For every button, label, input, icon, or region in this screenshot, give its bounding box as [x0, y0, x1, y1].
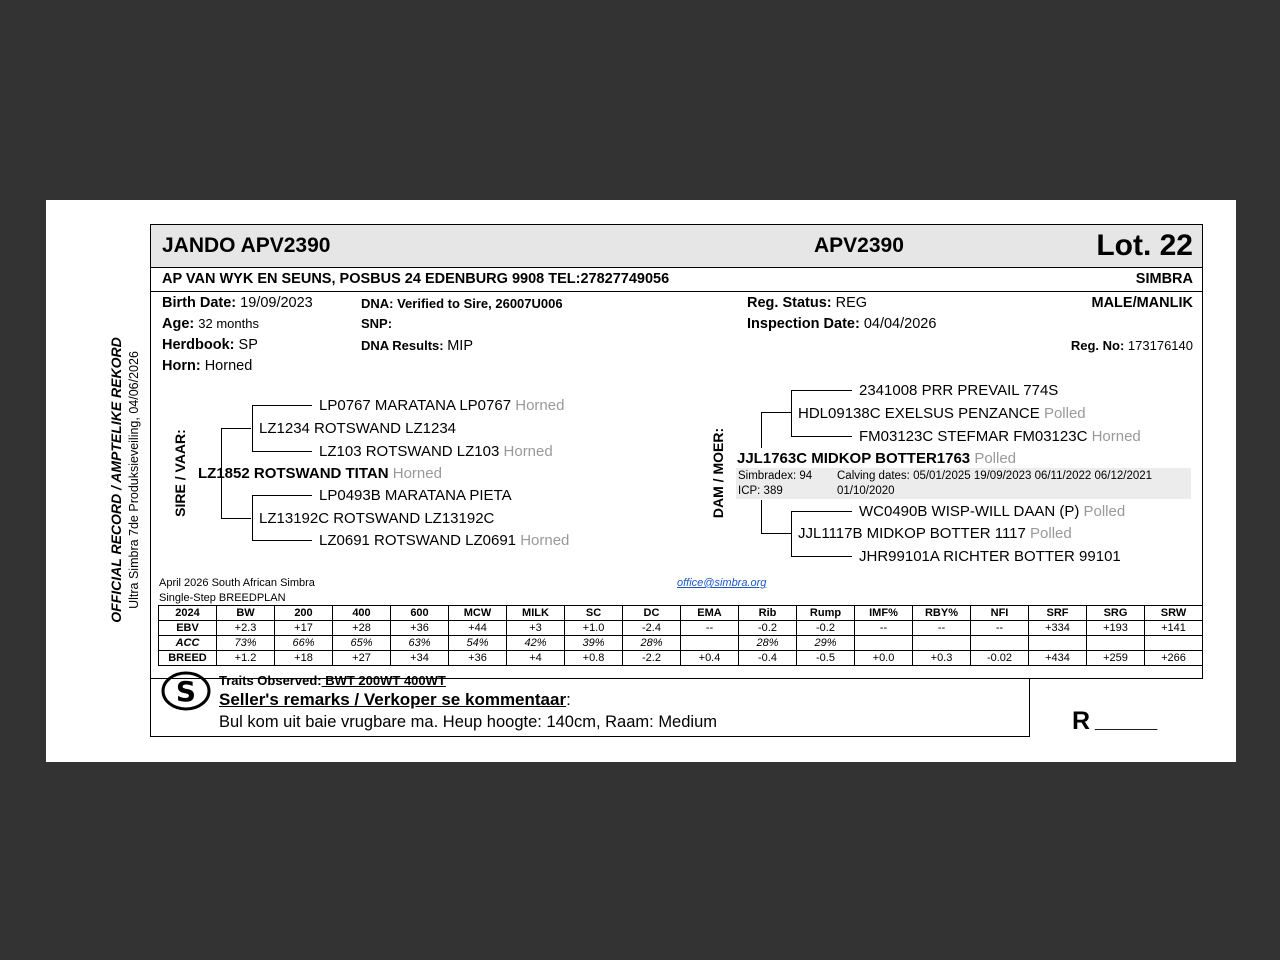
ebv-header-row-cell: BW	[217, 606, 275, 621]
animal-id: APV2390	[814, 234, 904, 257]
breed-row-cell: +34	[391, 651, 449, 666]
ebv-row-cell: --	[855, 621, 913, 636]
breed-row-cell: BREED	[159, 651, 217, 666]
breed-row-cell: -0.02	[971, 651, 1029, 666]
breed-row-cell: +36	[449, 651, 507, 666]
breed-name: SIMBRA	[1135, 271, 1193, 287]
acc-row-cell: 66%	[275, 636, 333, 651]
ebv-header-row-cell: Rib	[739, 606, 797, 621]
ebv-row-cell: +44	[449, 621, 507, 636]
acc-row-cell	[1087, 636, 1145, 651]
ebv-header-row-cell: 2024	[159, 606, 217, 621]
breed-row-cell: +0.8	[565, 651, 623, 666]
price-blank: ________	[1095, 714, 1158, 730]
ebv-row-cell: -0.2	[739, 621, 797, 636]
ebv-row-cell: +2.3	[217, 621, 275, 636]
price-label: R	[1072, 707, 1091, 735]
age: Age: 32 months	[162, 316, 259, 332]
official-record-label: OFFICIAL RECORD / AMPTELIKE REKORD	[108, 337, 124, 623]
breed-row-cell: +434	[1029, 651, 1087, 666]
dam-label: DAM / MOER:	[710, 427, 726, 519]
sire-label: SIRE / VAAR:	[172, 429, 188, 517]
ebv-header-row-cell: 200	[275, 606, 333, 621]
ebv-header-row-cell: SC	[565, 606, 623, 621]
acc-row-cell	[855, 636, 913, 651]
acc-row-cell: 63%	[391, 636, 449, 651]
auction-label: Ultra Simbra 7de Produksieveiling, 04/06/2026	[127, 351, 141, 609]
ebv-header-row-cell: MILK	[507, 606, 565, 621]
ebv-row-cell: +3	[507, 621, 565, 636]
ebv-row-cell: +36	[391, 621, 449, 636]
sire-dam-sire: LP0493B MARATANA PIETA	[319, 487, 512, 504]
acc-row-cell: 28%	[623, 636, 681, 651]
ebv-row-cell: +141	[1145, 621, 1203, 636]
inspection-date: Inspection Date: 04/04/2026	[747, 316, 937, 332]
horn-status: Horn: Horned	[162, 358, 253, 374]
breed-row-cell: -0.4	[739, 651, 797, 666]
ebv-header-row-cell: MCW	[449, 606, 507, 621]
simbradex: Simbradex: 94	[738, 470, 813, 482]
birth-date: Birth Date: 19/09/2023	[162, 295, 313, 311]
ebv-header-row-cell: DC	[623, 606, 681, 621]
breeder-info: AP VAN WYK EN SEUNS, POSBUS 24 EDENBURG 9908 TEL:27827749056	[162, 271, 670, 287]
dam-dam-dam: JHR99101A RICHTER BOTTER 99101	[859, 548, 1121, 565]
breed-row-cell: +0.3	[913, 651, 971, 666]
icp: ICP: 389	[738, 485, 783, 497]
sire-dam: LZ13192C ROTSWAND LZ13192C	[259, 510, 495, 527]
ebv-header-row-cell: SRF	[1029, 606, 1087, 621]
breed-row-cell: +27	[333, 651, 391, 666]
sex: MALE/MANLIK	[1091, 295, 1193, 311]
ebv-header-row-cell: SRW	[1145, 606, 1203, 621]
ebv-row-cell: EBV	[159, 621, 217, 636]
ebv-header-row-cell: IMF%	[855, 606, 913, 621]
sire-name: LZ1852 ROTSWAND TITAN Horned	[198, 465, 442, 482]
acc-row-cell	[971, 636, 1029, 651]
animal-name: JANDO APV2390	[162, 234, 331, 257]
acc-row-cell: 28%	[739, 636, 797, 651]
ebv-table	[158, 605, 1203, 666]
dam-dam: JJL1117B MIDKOP BOTTER 1117 Polled	[798, 525, 1072, 542]
ebv-header-row-cell: NFI	[971, 606, 1029, 621]
ebv-row-cell: +1.0	[565, 621, 623, 636]
breed-row	[159, 651, 1203, 666]
acc-row-cell: 65%	[333, 636, 391, 651]
dam-name: JJL1763C MIDKOP BOTTER1763 Polled	[737, 450, 1017, 467]
ebv-header-row-cell: EMA	[681, 606, 739, 621]
acc-row	[159, 636, 1203, 651]
ebv-row-cell: --	[681, 621, 739, 636]
acc-row-cell	[681, 636, 739, 651]
ebv-method: Single-Step BREEDPLAN	[159, 592, 286, 604]
dam-sire: HDL09138C EXELSUS PENZANCE Polled	[798, 405, 1086, 422]
acc-row-cell	[1145, 636, 1203, 651]
lot-number: Lot. 22	[1096, 229, 1193, 262]
reg-status: Reg. Status: REG	[747, 295, 868, 311]
ebv-row-cell: +28	[333, 621, 391, 636]
traits-observed: Traits Observed: BWT 200WT 400WT	[219, 673, 446, 688]
dam-sire-dam: FM03123C STEFMAR FM03123C Horned	[859, 428, 1141, 445]
email-link[interactable]: office@simbra.org	[677, 577, 767, 589]
ebv-row-cell: +193	[1087, 621, 1145, 636]
acc-row-cell: 42%	[507, 636, 565, 651]
dam-dam-sire: WC0490B WISP-WILL DAAN (P) Polled	[859, 503, 1126, 520]
calving-dates-cont: 01/10/2020	[837, 485, 895, 497]
breed-row-cell: +0.0	[855, 651, 913, 666]
ebv-row-cell: +334	[1029, 621, 1087, 636]
reg-number: Reg. No: 173176140	[1070, 338, 1193, 353]
ebv-header-row-cell: 600	[391, 606, 449, 621]
calving-dates: Calving dates: 05/01/2025 19/09/2023 06/11/2022 06/12/2021	[837, 470, 1153, 482]
ebv-row-cell: -2.4	[623, 621, 681, 636]
acc-row-cell: 54%	[449, 636, 507, 651]
breed-row-cell: +1.2	[217, 651, 275, 666]
herdbook: Herdbook: SP	[162, 337, 258, 353]
acc-row-cell: 73%	[217, 636, 275, 651]
title-bar	[151, 225, 1202, 268]
simbra-logo	[160, 670, 212, 712]
ebv-source: April 2026 South African Simbra	[159, 577, 315, 589]
breed-row-cell: +0.4	[681, 651, 739, 666]
sire-dam-dam: LZ0691 ROTSWAND LZ0691 Horned	[319, 532, 570, 549]
breed-row-cell: -0.5	[797, 651, 855, 666]
breed-row-cell: +259	[1087, 651, 1145, 666]
acc-row-cell	[913, 636, 971, 651]
acc-row-cell: 39%	[565, 636, 623, 651]
ebv-header-row-cell: Rump	[797, 606, 855, 621]
ebv-header-row-cell: RBY%	[913, 606, 971, 621]
remarks-text: Bul kom uit baie vrugbare ma. Heup hoogte: 140cm, Raam: Medium	[219, 713, 717, 731]
breed-row-cell: -2.2	[623, 651, 681, 666]
sire-sire-dam: LZ103 ROTSWAND LZ103 Horned	[319, 443, 553, 460]
dna-results: DNA Results: MIP	[361, 338, 473, 354]
breed-row-cell: +266	[1145, 651, 1203, 666]
ebv-header-row	[159, 606, 1203, 621]
sire-sire-sire: LP0767 MARATANA LP0767 Horned	[319, 397, 565, 414]
dam-stats-box	[736, 468, 1191, 499]
dam-sire-sire: 2341008 PRR PREVAIL 774S	[859, 382, 1059, 399]
breeder-bar	[151, 268, 1202, 292]
ebv-header-row-cell: SRG	[1087, 606, 1145, 621]
ebv-row-cell: --	[913, 621, 971, 636]
svg-text:S: S	[175, 675, 197, 708]
ebv-row-cell: +17	[275, 621, 333, 636]
ebv-row-cell: -0.2	[797, 621, 855, 636]
acc-row-cell: 29%	[797, 636, 855, 651]
ebv-row	[159, 621, 1203, 636]
snp-label: SNP:	[361, 316, 393, 331]
sire-sire: LZ1234 ROTSWAND LZ1234	[259, 420, 457, 437]
breed-row-cell: +4	[507, 651, 565, 666]
dna-status: DNA: Verified to Sire, 26007U006	[361, 296, 563, 311]
ebv-header-row-cell: 400	[333, 606, 391, 621]
acc-row-cell: ACC	[159, 636, 217, 651]
remarks-heading: Seller's remarks / Verkoper se kommentaar:	[219, 690, 571, 709]
breed-row-cell: +18	[275, 651, 333, 666]
ebv-row-cell: --	[971, 621, 1029, 636]
acc-row-cell	[1029, 636, 1087, 651]
